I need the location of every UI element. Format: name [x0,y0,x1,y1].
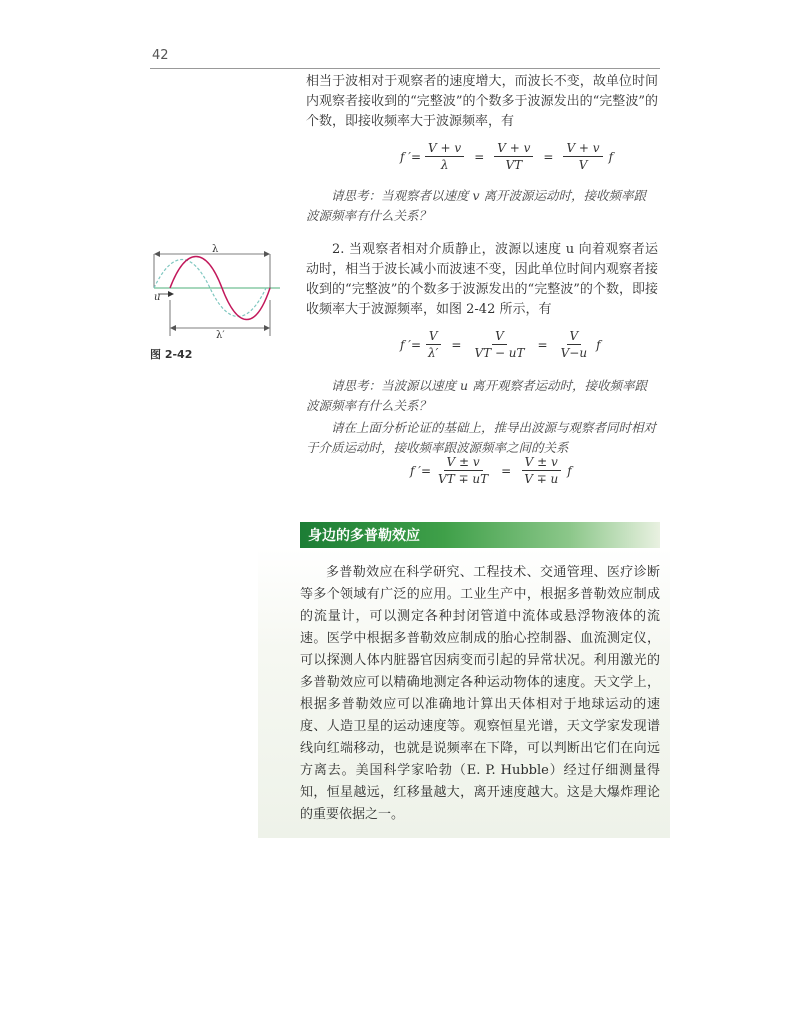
section-banner [300,522,660,548]
formula-both-moving [410,454,572,487]
fraction-denominator: VT − uT [474,346,525,360]
case2-paragraph: 2. 当观察者相对介质静止，波源以速度 u 向着观察者运动时，相当于波长减小而波速不变，因此单位时间内观察者接收到的“完整波”的个数多于波源发出的“完整波”的个数，即接收频率大于波源频率，如图 2-42 所示，有 [306,242,658,317]
fraction [558,328,590,361]
equals-sign: = [543,149,554,164]
equals-sign: = [537,337,548,352]
figure-2-42 [152,240,282,340]
fraction [425,140,464,173]
wave-diagram [152,240,282,340]
think-question-3: 请在上面分析论证的基础上，推导出波源与观察者同时相对于介质运动时，接收频率跟波源频率之间的关系 [306,420,657,455]
formula-lhs: f ′= [410,463,432,478]
intro-paragraph: 相当于波相对于观察者的速度增大，而波长不变，故单位时间内观察者接收到的“完整波”的个数多于波源发出的“完整波”的个数，即接收频率大于波源频率，有 [306,74,658,129]
fraction [471,328,527,361]
fraction-denominator: λ [440,158,449,172]
velocity-u-label: u [154,292,161,303]
section-body: 多普勒效应在科学研究、工程技术、交通管理、医疗诊断等多个领域有广泛的应用。工业生产中，根据多普勒效应制成的流量计，可以测定各种封闭管道中流体或悬浮物液体的流速。医学中根据多普勒效应制成的胎心控制器、血流测定仪，可以探测人体内脏器官因病变而引起的异常状况。利用激光的多普勒效应可以精确地测定各种运动物体的速度。天文学上，根据多普勒效应可以准确地计算出天体相对于地球运动的速度、人造卫星的运动速度等。观察恒星光谱，天文学家发现谱线向红端移动，也就是说频率在下降，可以判断出它们在向远方离去。美国科学家哈勃（E. P. Hubble）经过仔细测量得知，恒星越远，红移量越大，离开速度越大。这是大爆炸理论的重要依据之一。 [300,565,660,822]
formula-source-moving [400,328,601,361]
formula-lhs: f ′= [400,149,422,164]
figure-caption: 图 2-42 [150,348,193,361]
fraction-numerator: V [492,328,507,345]
think-question-1: 请思考：当观察者以速度 v 离开波源运动时，接收频率跟波源频率有什么关系？ [306,188,647,223]
fraction-numerator: V + v [494,140,533,157]
fraction-numerator: V + v [425,140,464,157]
fraction-numerator: V ± v [522,454,561,471]
fraction [521,454,561,487]
fraction [563,140,602,173]
formula-observer-moving [400,140,613,173]
think-question-2: 请思考：当波源以速度 u 离开观察者运动时，接收频率跟波源频率有什么关系？ [306,378,647,413]
fraction [425,328,441,361]
fraction-denominator: V ∓ u [524,472,559,486]
lambda-label: λ [212,244,219,255]
fraction-denominator: V [578,158,588,172]
fraction-denominator: λ′ [428,346,439,360]
page-number: 42 [152,48,169,63]
formula-lhs: f ′= [400,337,422,352]
fraction-numerator: V + v [563,140,602,157]
fraction [494,140,533,173]
fraction [435,454,491,487]
section-title: 身边的多普勒效应 [308,528,420,544]
fraction-numerator: V [426,328,441,345]
fraction-denominator: VT [505,158,523,172]
fraction-denominator: V−u [560,346,588,360]
formula-tail: f [567,463,572,478]
fraction-denominator: VT ∓ uT [438,472,489,486]
fraction-numerator: V ± v [444,454,483,471]
equals-sign: = [474,149,485,164]
fraction-numerator: V [567,328,582,345]
equals-sign: = [451,337,462,352]
formula-tail: f [596,337,601,352]
equals-sign: = [501,463,512,478]
header-rule [150,68,660,69]
formula-tail: f [608,149,614,164]
lambda-prime-label: λ′ [216,330,225,340]
